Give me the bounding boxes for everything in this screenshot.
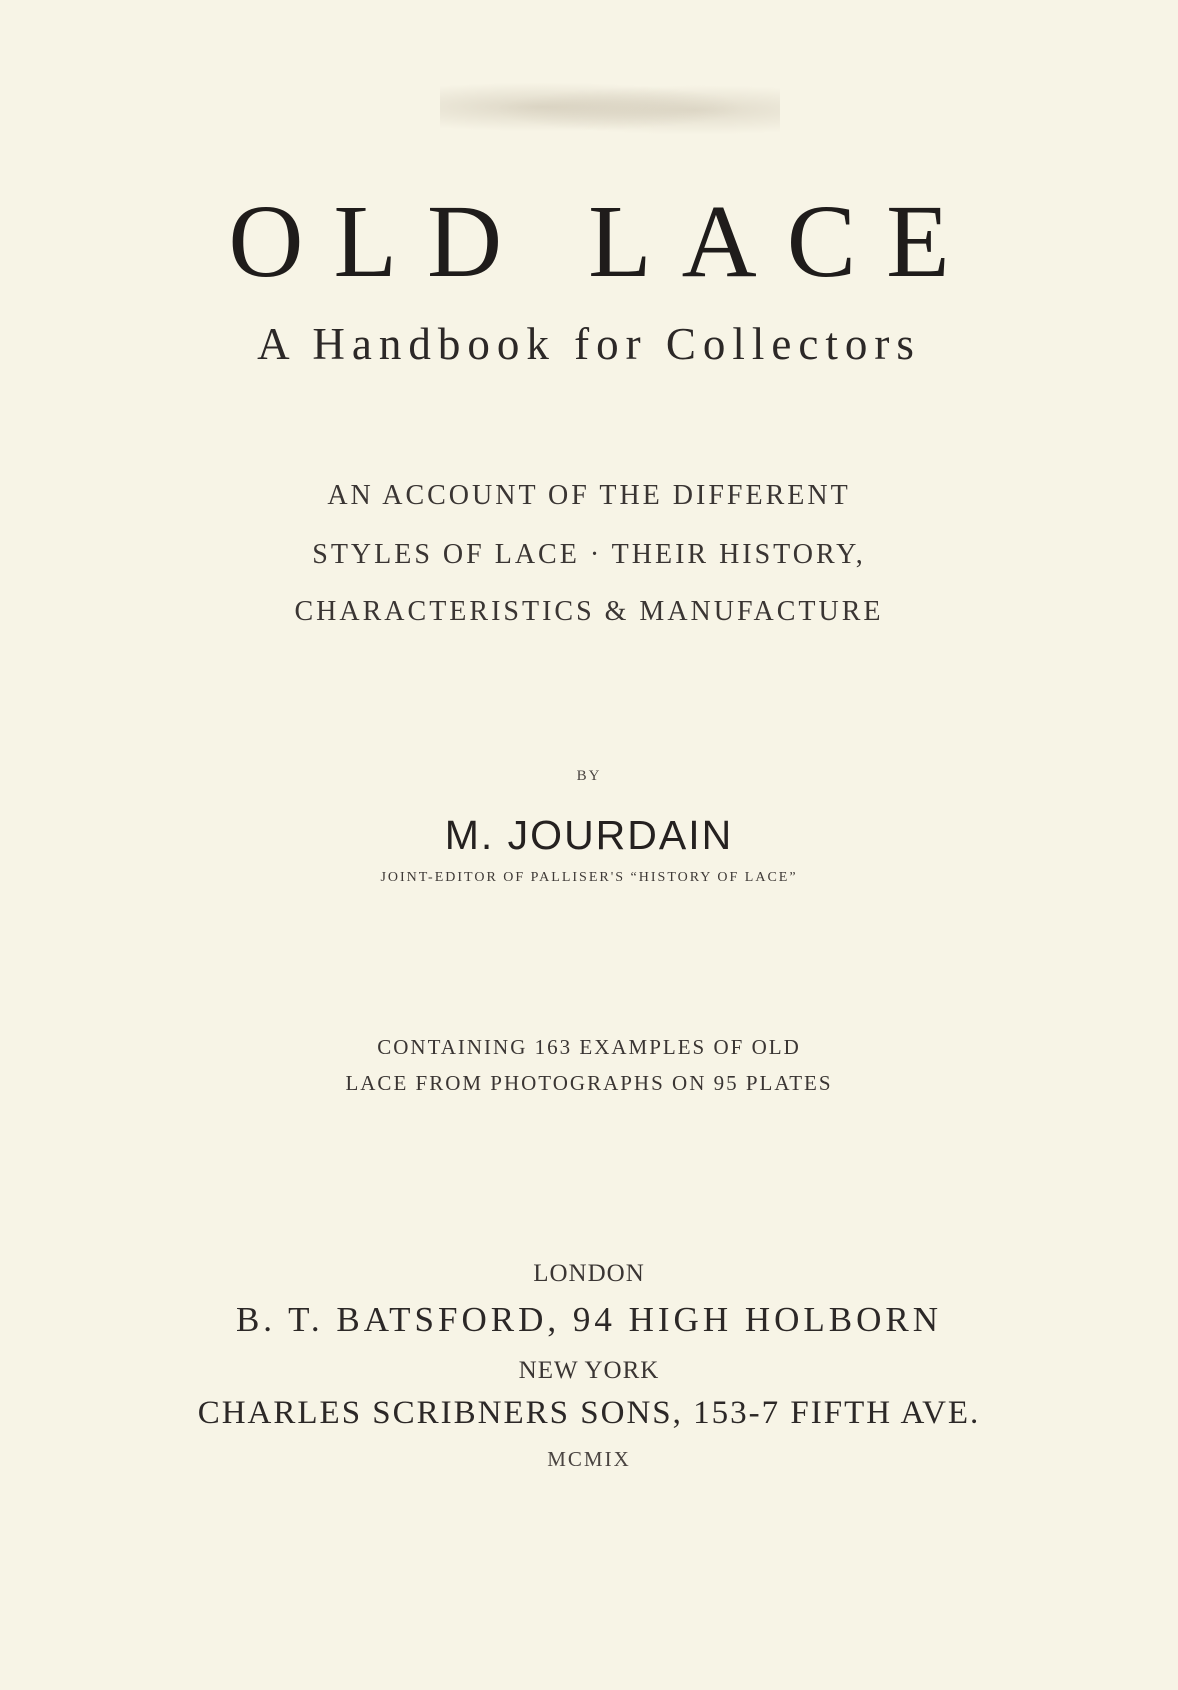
description-line: STYLES OF LACE · THEIR HISTORY,	[312, 539, 866, 570]
description-line: AN ACCOUNT OF THE DIFFERENT	[327, 480, 851, 511]
imprint-city-london: LONDON	[533, 1260, 645, 1287]
author-name: M. JOURDAIN	[444, 812, 734, 858]
by-label: BY	[576, 768, 602, 784]
imprint-publisher-batsford: B. T. BATSFORD, 94 HIGH HOLBORN	[235, 1300, 943, 1339]
publication-year: MCMIX	[547, 1447, 631, 1471]
imprint-publisher-scribners: CHARLES SCRIBNERS SONS, 153-7 FIFTH AVE.	[197, 1395, 981, 1431]
paper-stain	[440, 78, 780, 136]
description-line: CHARACTERISTICS & MANUFACTURE	[294, 596, 884, 627]
contents-line: CONTAINING 163 EXAMPLES OF OLD	[377, 1035, 801, 1059]
imprint-city-new-york: NEW YORK	[518, 1357, 660, 1384]
book-subtitle: A Handbook for Collectors	[257, 319, 921, 369]
contents-line: LACE FROM PHOTOGRAPHS ON 95 PLATES	[345, 1071, 833, 1095]
book-title: OLD LACE	[228, 184, 980, 299]
author-credential: JOINT-EDITOR OF PALLISER'S “HISTORY OF LACE”	[380, 870, 798, 885]
